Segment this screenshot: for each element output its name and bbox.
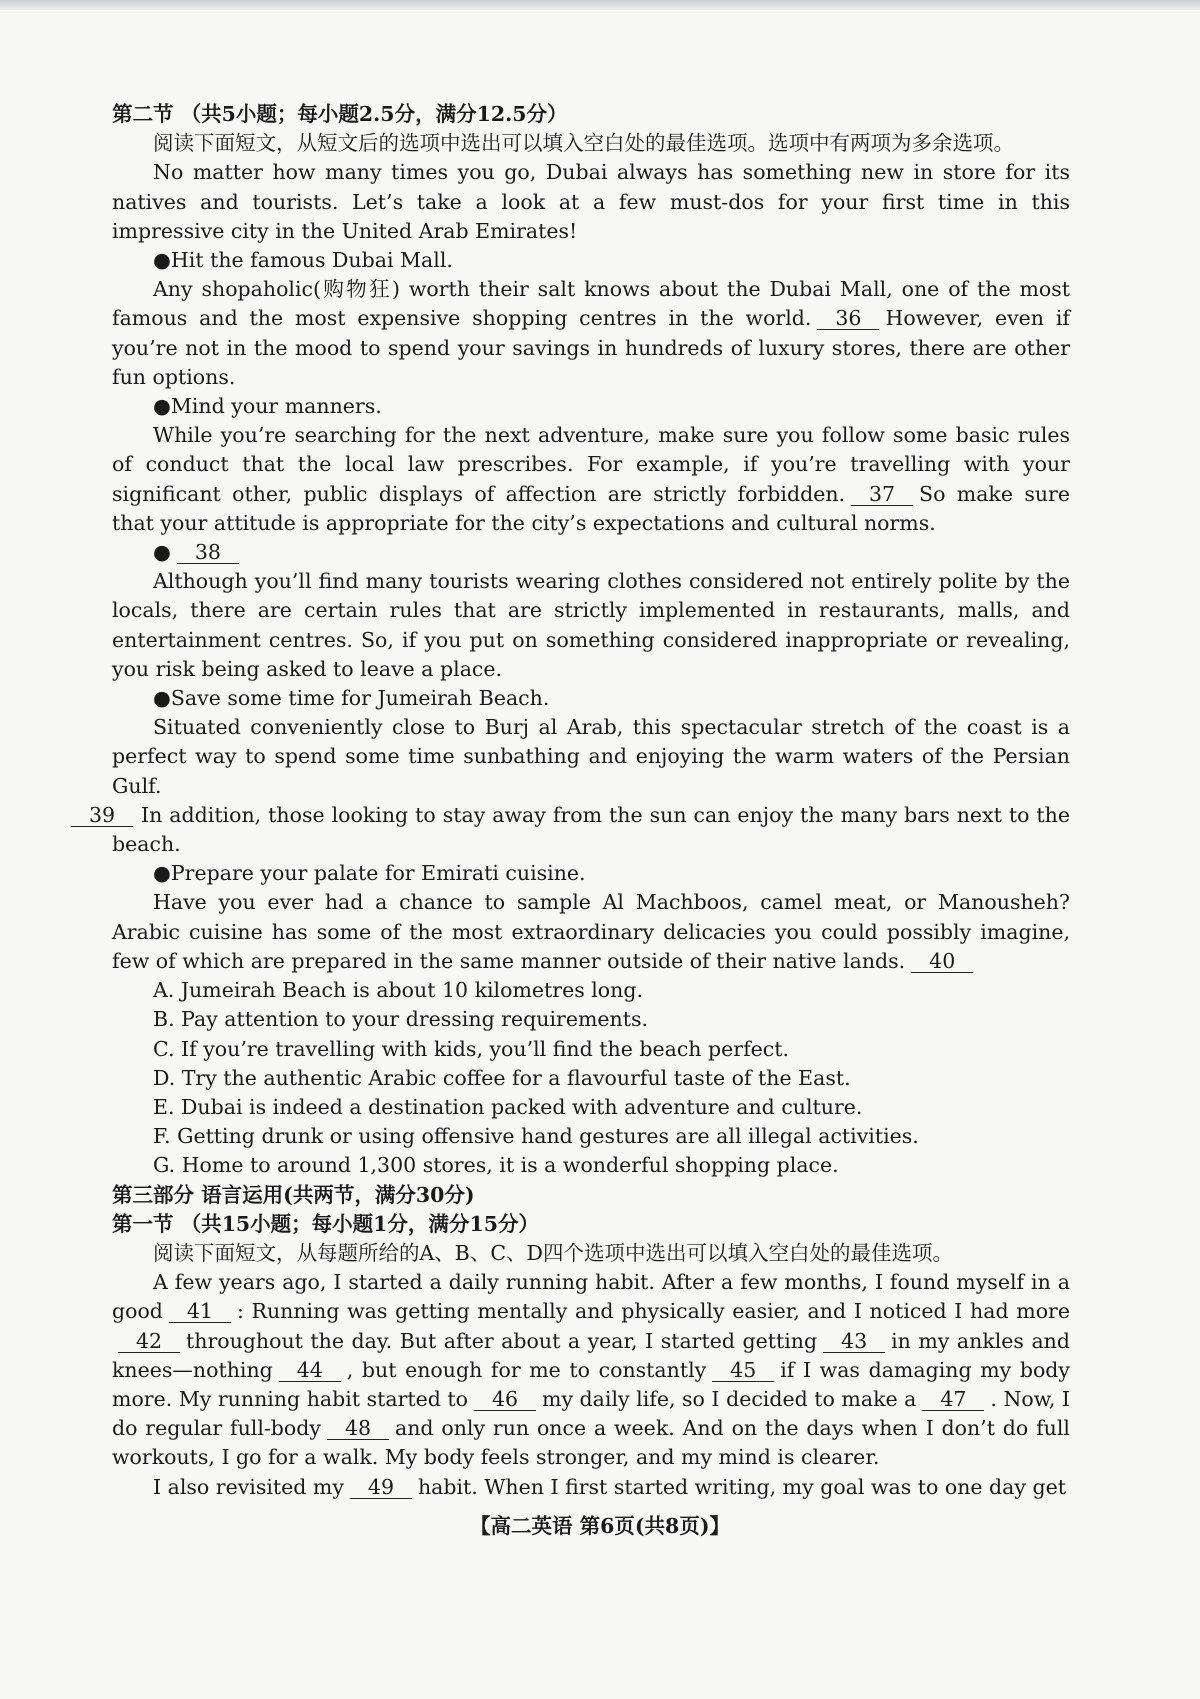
cloze-text: habit. When I first started writing, my goal was to one day get [417,1474,1066,1499]
cloze-paragraph-1 [112,1268,1070,1472]
bullet-dot: ● [153,540,171,565]
blank-38: 38 [177,541,239,564]
bullet-jumeirah: ●Save some time for Jumeirah Beach. [153,686,550,711]
paragraph-dubai-mall [112,275,1070,392]
paragraph-cuisine [112,888,1070,976]
blank-47: 47 [922,1388,984,1411]
section2-heading: 第二节 （共5小题；每小题2.5分，满分12.5分） [112,102,568,126]
paragraph-text: Situated conveniently close to Burj al Arab, this spectacular stretch of the coast is a perfect way to spend some time sunbathing and enjoying the warm waters of the Persian Gulf. [112,715,1070,798]
part3-heading: 第三部分 语言运用(共两节，满分30分) [112,1182,475,1207]
bullet-38 [112,538,1070,567]
cloze-text: and only run once a week. And on the days when I don’t do full workouts, I go for a walk. My body feels stronger, and my mind is clearer. [112,1416,1070,1470]
blank-36: 36 [817,307,879,330]
part3-instruction: 阅读下面短文，从每题所给的A、B、C、D四个选项中选出可以填入空白处的最佳选项。 [153,1240,953,1265]
blank-45: 45 [712,1359,774,1382]
cloze-text: if I was damaging my body more. My running habit started to [112,1357,1070,1411]
option-g: G. Home to around 1,300 stores, it is a wonderful shopping place. [153,1153,839,1178]
blank-42: 42 [118,1330,180,1353]
blank-41: 41 [169,1300,231,1323]
blank-46: 46 [474,1388,536,1411]
option-a: A. Jumeirah Beach is about 10 kilometres long. [153,978,643,1003]
option-f: F. Getting drunk or using offensive hand gestures are all illegal activities. [153,1124,919,1149]
paragraph-text: So make sure that your attitude is appropriate for the city’s expectations and cultural norms. [112,481,1070,535]
blank-37: 37 [851,483,913,506]
page-footer: 【高二英语 第6页(共8页)】 [469,1514,731,1538]
cloze-paragraph-2 [112,1473,1070,1502]
paragraph-dress: Although you’ll find many tourists wearing clothes considered not entirely polite by the locals, there are certain rules that are strictly implemented in restaurants, malls, and entertainment centres. So, if you put on something considered inappropriate or revealing, you risk being asked to leave a place. [112,569,1070,681]
intro-paragraph: No matter how many times you go, Dubai always has something new in store for its natives and tourists. Let’s take a look at a few must-dos for your first time in this impressive city in the United Arab Emirates! [112,160,1070,243]
option-c: C. If you’re travelling with kids, you’ll find the beach perfect. [153,1036,790,1061]
paragraph-jumeirah [88,713,1070,859]
cloze-text: : Running was getting mentally and physically easier, and I noticed I had more [236,1299,1070,1324]
section2-instruction: 阅读下面短文，从短文后的选项中选出可以填入空白处的最佳选项。选项中有两项为多余选项。 [153,131,1014,156]
cloze-text: , but enough for me to constantly [346,1357,707,1382]
option-d: D. Try the authentic Arabic coffee for a flavourful taste of the East. [153,1065,851,1090]
paragraph-manners [112,421,1070,538]
cloze-text: throughout the day. But after about a year, I started getting [186,1328,818,1353]
bullet-manners: ●Mind your manners. [153,394,382,419]
blank-40: 40 [911,950,973,973]
blank-39: 39 [71,804,133,827]
option-b: B. Pay attention to your dressing requirements. [153,1007,649,1032]
cloze-text: in my ankles and knees—nothing [112,1328,1071,1382]
blank-44: 44 [279,1359,341,1382]
cloze-text: . Now, I do regular full-body [112,1386,1070,1441]
blank-49: 49 [350,1476,412,1499]
option-e: E. Dubai is indeed a destination packed with adventure and culture. [153,1094,863,1119]
paragraph-text: However, even if you’re not in the mood to spend your savings in hundreds of luxury stores, there are other fun options. [112,306,1070,389]
blank-48: 48 [327,1417,389,1440]
blank-43: 43 [823,1330,885,1353]
part3-section1-heading: 第一节 （共15小题；每小题1分，满分15分） [112,1211,539,1236]
paragraph-text: While you’re searching for the next adventure, make sure you follow some basic rules of conduct that the local law prescribes. For example, if you’re travelling with your significant other, public displays of affection are strictly forbidden. [112,423,1070,506]
bullet-dubai-mall: ●Hit the famous Dubai Mall. [153,248,453,273]
paragraph-text: Any shopaholic(购物狂) worth their salt knows about the Dubai Mall, one of the most famous and the most expensive shopping centres in the world. [112,277,1070,331]
cloze-text: I also revisited my [153,1474,344,1499]
cloze-text: A few years ago, I started a daily running habit. After a few months, I found myself in a good [112,1270,1070,1324]
cloze-text: my daily life, so I decided to make a [542,1386,917,1411]
paragraph-text: Have you ever had a chance to sample Al Machboos, camel meat, or Manousheh? Arabic cuisine has some of the most extraordinary delicacies you could possibly imagine, few of which are prepared in the same manner outside of their native lands. [112,890,1070,973]
bullet-cuisine: ●Prepare your palate for Emirati cuisine. [153,861,586,886]
paragraph-text: In addition, those looking to stay away from the sun can enjoy the many bars next to the beach. [112,802,1070,857]
